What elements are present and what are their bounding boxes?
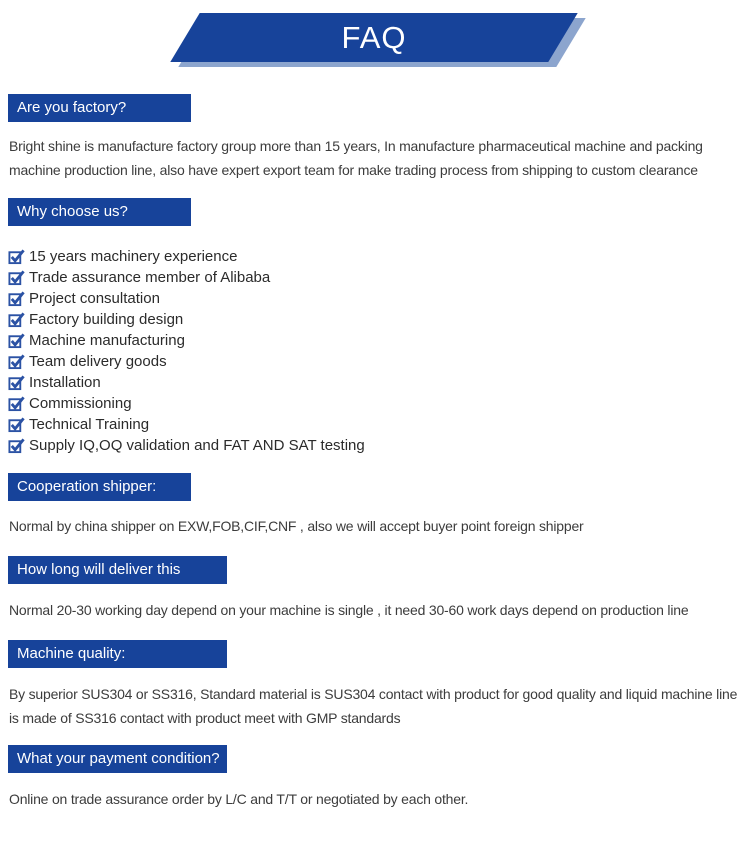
paragraph-cooperation-shipper: Normal by china shipper on EXW,FOB,CIF,CNF , also we will accept buyer point foreign shipper (9, 518, 584, 534)
checklist-item-label: Trade assurance member of Alibaba (29, 269, 271, 286)
paragraph-delivery-time: Normal 20-30 working day depend on your machine is single , it need 30-60 work days depend on production line (9, 602, 689, 618)
heading-machine-quality: Machine quality: (8, 640, 227, 668)
checklist-item-label: Team delivery goods (29, 353, 167, 370)
checklist-item (8, 393, 750, 414)
faq-banner (0, 13, 750, 67)
checklist-item (8, 414, 750, 435)
checklist-item-label: Installation (29, 374, 101, 391)
checklist-item-label: Project consultation (29, 290, 160, 307)
checklist-item (8, 309, 750, 330)
checklist-item (8, 330, 750, 351)
checklist-item (8, 246, 750, 267)
heading-why-choose-us: Why choose us? (8, 198, 191, 226)
checkbox-checked-icon (8, 311, 25, 328)
checklist-item-label: Machine manufacturing (29, 332, 185, 349)
heading-delivery-time: How long will deliver this goods? (8, 556, 227, 584)
checklist-item-label: Commissioning (29, 395, 132, 412)
checkbox-checked-icon (8, 437, 25, 454)
checkbox-checked-icon (8, 290, 25, 307)
checkbox-checked-icon (8, 416, 25, 433)
checkbox-checked-icon (8, 374, 25, 391)
checkbox-checked-icon (8, 248, 25, 265)
checklist-item (8, 372, 750, 393)
checklist-item-label: Supply IQ,OQ validation and FAT AND SAT testing (29, 437, 365, 454)
paragraph-payment-condition: Online on trade assurance order by L/C and T/T or negotiated by each other. (9, 791, 469, 807)
heading-payment-condition: What your payment condition? (8, 745, 227, 773)
checkbox-checked-icon (8, 332, 25, 349)
page-title: FAQ (341, 20, 407, 55)
paragraph-are-you-factory: Bright shine is manufacture factory group more than 15 years, In manufacture pharmaceutical machine and packing machine production line, also have expert export team for make trading process from shipping to custom clearance (9, 138, 703, 178)
checkbox-checked-icon (8, 353, 25, 370)
checklist-item-label: 15 years machinery experience (29, 248, 238, 265)
checklist-item-label: Factory building design (29, 311, 184, 328)
heading-cooperation-shipper: Cooperation shipper: (8, 473, 191, 501)
checkbox-checked-icon (8, 395, 25, 412)
checklist-item (8, 267, 750, 288)
heading-are-you-factory: Are you factory? (8, 94, 191, 122)
why-choose-us-checklist (8, 246, 750, 456)
checklist-item (8, 435, 750, 456)
checklist-item (8, 288, 750, 309)
checklist-item-label: Technical Training (29, 416, 150, 433)
checkbox-checked-icon (8, 269, 25, 286)
checklist-item (8, 351, 750, 372)
paragraph-machine-quality: By superior SUS304 or SS316, Standard material is SUS304 contact with product for good quality and liquid machine line is made of SS316 contact with product meet with GMP standards (9, 686, 738, 726)
